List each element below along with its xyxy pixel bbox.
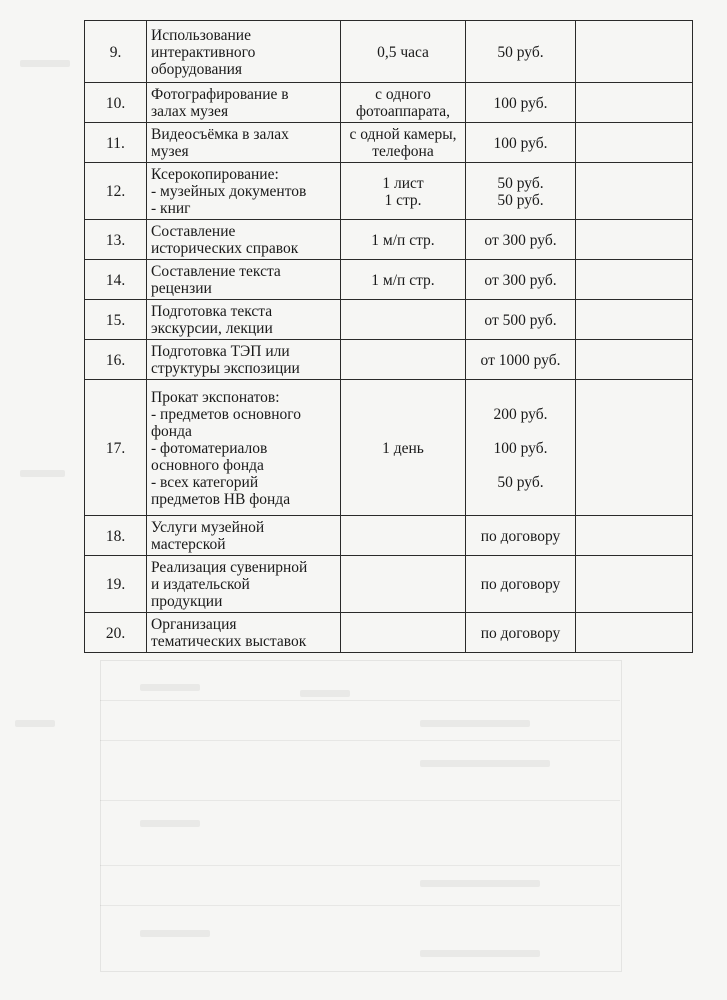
bleed-table-outline — [100, 660, 622, 972]
unit-cell — [341, 83, 466, 123]
price-line: по договору — [480, 527, 561, 545]
service-name-line: Ксерокопирование: — [151, 166, 279, 183]
bleed-smudge — [300, 690, 350, 697]
service-name-line: - всех категорий — [151, 473, 259, 491]
price-cell — [466, 123, 576, 163]
service-name-line: экскурсии, лекции — [151, 320, 273, 337]
service-name-line: фонда — [151, 422, 192, 440]
service-name-line: предметов НВ фонда — [151, 490, 291, 508]
price-cell — [466, 300, 576, 340]
price-line: по договору — [480, 624, 561, 642]
empty-cell — [576, 340, 693, 380]
row-number: 9. — [109, 43, 122, 61]
bleed-smudge — [420, 950, 540, 957]
row-number: 14. — [105, 271, 126, 289]
row-number-cell — [85, 163, 147, 220]
empty-cell — [576, 163, 693, 220]
unit-cell — [341, 220, 466, 260]
table-row — [85, 163, 693, 220]
service-name-line: интерактивного — [151, 43, 256, 61]
price-cell — [466, 260, 576, 300]
table-row — [85, 260, 693, 300]
service-name-line: оборудования — [151, 60, 243, 78]
service-name-line: исторических справок — [151, 240, 299, 257]
row-number-cell — [85, 613, 147, 653]
row-number: 20. — [105, 624, 126, 642]
empty-cell — [576, 21, 693, 83]
service-name-cell — [147, 613, 341, 653]
price-cell — [466, 21, 576, 83]
row-number-cell — [85, 260, 147, 300]
price-line: по договору — [480, 576, 561, 593]
empty-cell — [576, 260, 693, 300]
table-row — [85, 83, 693, 123]
row-number: 11. — [106, 134, 125, 152]
service-name-line: продукции — [151, 593, 223, 610]
unit-cell — [341, 340, 466, 380]
row-number: 16. — [105, 351, 126, 369]
service-name-line: основного фонда — [151, 456, 264, 474]
bleed-rule — [100, 700, 620, 701]
bleed-smudge — [140, 684, 200, 691]
row-number-cell — [85, 556, 147, 613]
row-number-cell — [85, 380, 147, 516]
row-number-cell — [85, 21, 147, 83]
unit-cell — [341, 300, 466, 340]
price-line: от 300 руб. — [484, 231, 557, 249]
empty-cell — [576, 556, 693, 613]
service-name-cell — [147, 516, 341, 556]
service-name-line: Подготовка текста — [151, 303, 273, 320]
bleed-smudge — [420, 880, 540, 887]
service-name-line: Прокат экспонатов: — [151, 388, 280, 406]
bleed-rule — [100, 800, 620, 801]
bleed-rule — [100, 865, 620, 866]
unit-line: телефона — [372, 143, 434, 160]
unit-line: с одного — [375, 86, 431, 103]
bleed-smudge — [140, 930, 210, 937]
price-line: 50 руб. — [497, 191, 544, 209]
table-row — [85, 380, 693, 516]
service-name-cell — [147, 163, 341, 220]
price-line: 50 руб. — [497, 473, 544, 491]
table-row — [85, 613, 693, 653]
bleed-smudge — [420, 760, 550, 767]
row-number-cell — [85, 83, 147, 123]
bleed-rule — [100, 905, 620, 906]
service-name-cell — [147, 21, 341, 83]
price-line: 50 руб. — [497, 43, 544, 61]
service-name-line: - книг — [151, 200, 191, 217]
service-name-line: Использование — [151, 26, 251, 44]
price-line: 100 руб. — [493, 94, 548, 112]
bleed-smudge — [20, 60, 70, 67]
bleed-smudge — [140, 820, 200, 827]
service-name-cell — [147, 220, 341, 260]
price-line: от 300 руб. — [484, 271, 557, 289]
price-line: 50 руб. — [497, 174, 544, 192]
unit-cell — [341, 556, 466, 613]
empty-cell — [576, 380, 693, 516]
table-row — [85, 300, 693, 340]
row-number: 15. — [105, 311, 126, 329]
row-number-cell — [85, 220, 147, 260]
service-name-cell — [147, 300, 341, 340]
table-row — [85, 220, 693, 260]
service-name-line: - фотоматериалов — [151, 439, 268, 457]
row-number-cell — [85, 300, 147, 340]
unit-line: 1 м/п стр. — [371, 231, 435, 249]
service-name-line: Фотографирование в — [151, 86, 289, 103]
service-name-line: рецензии — [151, 280, 212, 297]
row-number: 13. — [105, 231, 126, 249]
price-cell — [466, 340, 576, 380]
service-name-line: Составление текста — [151, 263, 281, 280]
unit-line: 1 лист — [382, 174, 424, 192]
row-number: 17. — [105, 439, 126, 457]
service-name-line: - музейных документов — [151, 183, 307, 200]
empty-cell — [576, 613, 693, 653]
unit-line: 1 день — [382, 439, 424, 457]
service-name-cell — [147, 340, 341, 380]
price-cell — [466, 613, 576, 653]
unit-cell — [341, 613, 466, 653]
service-name-line: Видеосъёмка в залах — [151, 126, 289, 143]
service-name-cell — [147, 380, 341, 516]
table-row — [85, 340, 693, 380]
service-name-line: музея — [151, 143, 189, 160]
unit-line: 1 стр. — [384, 191, 422, 209]
empty-cell — [576, 220, 693, 260]
row-number-cell — [85, 340, 147, 380]
table-row — [85, 123, 693, 163]
service-name-line: Реализация сувенирной — [151, 559, 308, 576]
service-name-cell — [147, 260, 341, 300]
unit-cell — [341, 260, 466, 300]
row-number: 12. — [105, 183, 126, 200]
price-line: 100 руб. — [493, 134, 548, 152]
service-name-line: структуры экспозиции — [151, 360, 300, 377]
price-line: от 500 руб. — [484, 311, 557, 329]
service-name-cell — [147, 123, 341, 163]
row-number-cell — [85, 123, 147, 163]
price-cell — [466, 83, 576, 123]
service-name-line: - предметов основного — [151, 405, 301, 423]
unit-cell — [341, 163, 466, 220]
service-name-cell — [147, 556, 341, 613]
table-row — [85, 516, 693, 556]
table-row — [85, 556, 693, 613]
row-number-cell — [85, 516, 147, 556]
price-list-table — [84, 20, 693, 653]
unit-line: 0,5 часа — [377, 43, 429, 61]
bleed-rule — [100, 740, 620, 741]
service-name-line: и издательской — [151, 576, 250, 593]
table-row — [85, 21, 693, 83]
bleed-smudge — [420, 720, 530, 727]
unit-line: фотоаппарата, — [356, 103, 450, 120]
row-number: 18. — [105, 527, 126, 545]
unit-line: 1 м/п стр. — [371, 271, 435, 289]
bleed-smudge — [20, 470, 65, 477]
unit-cell — [341, 123, 466, 163]
service-name-cell — [147, 83, 341, 123]
price-cell — [466, 380, 576, 516]
price-line: от 1000 руб. — [480, 351, 561, 369]
bleed-smudge — [15, 720, 55, 727]
price-cell — [466, 556, 576, 613]
service-name-line: Составление — [151, 223, 236, 240]
empty-cell — [576, 83, 693, 123]
row-number: 19. — [105, 576, 126, 593]
service-name-line: Услуги музейной — [151, 519, 265, 536]
service-name-line: тематических выставок — [151, 633, 307, 650]
unit-cell — [341, 516, 466, 556]
empty-cell — [576, 516, 693, 556]
empty-cell — [576, 123, 693, 163]
service-name-line: залах музея — [151, 103, 229, 120]
price-cell — [466, 220, 576, 260]
row-number: 10. — [105, 94, 126, 112]
service-name-line: Подготовка ТЭП или — [151, 343, 290, 360]
unit-cell — [341, 380, 466, 516]
empty-cell — [576, 300, 693, 340]
price-list-body — [85, 21, 693, 653]
price-cell — [466, 516, 576, 556]
unit-line: с одной камеры, — [349, 126, 457, 143]
service-name-line: мастерской — [151, 536, 226, 553]
unit-cell — [341, 21, 466, 83]
service-name-line: Организация — [151, 616, 237, 633]
price-line: 200 руб. — [493, 405, 548, 423]
price-line: 100 руб. — [493, 439, 548, 457]
price-cell — [466, 163, 576, 220]
